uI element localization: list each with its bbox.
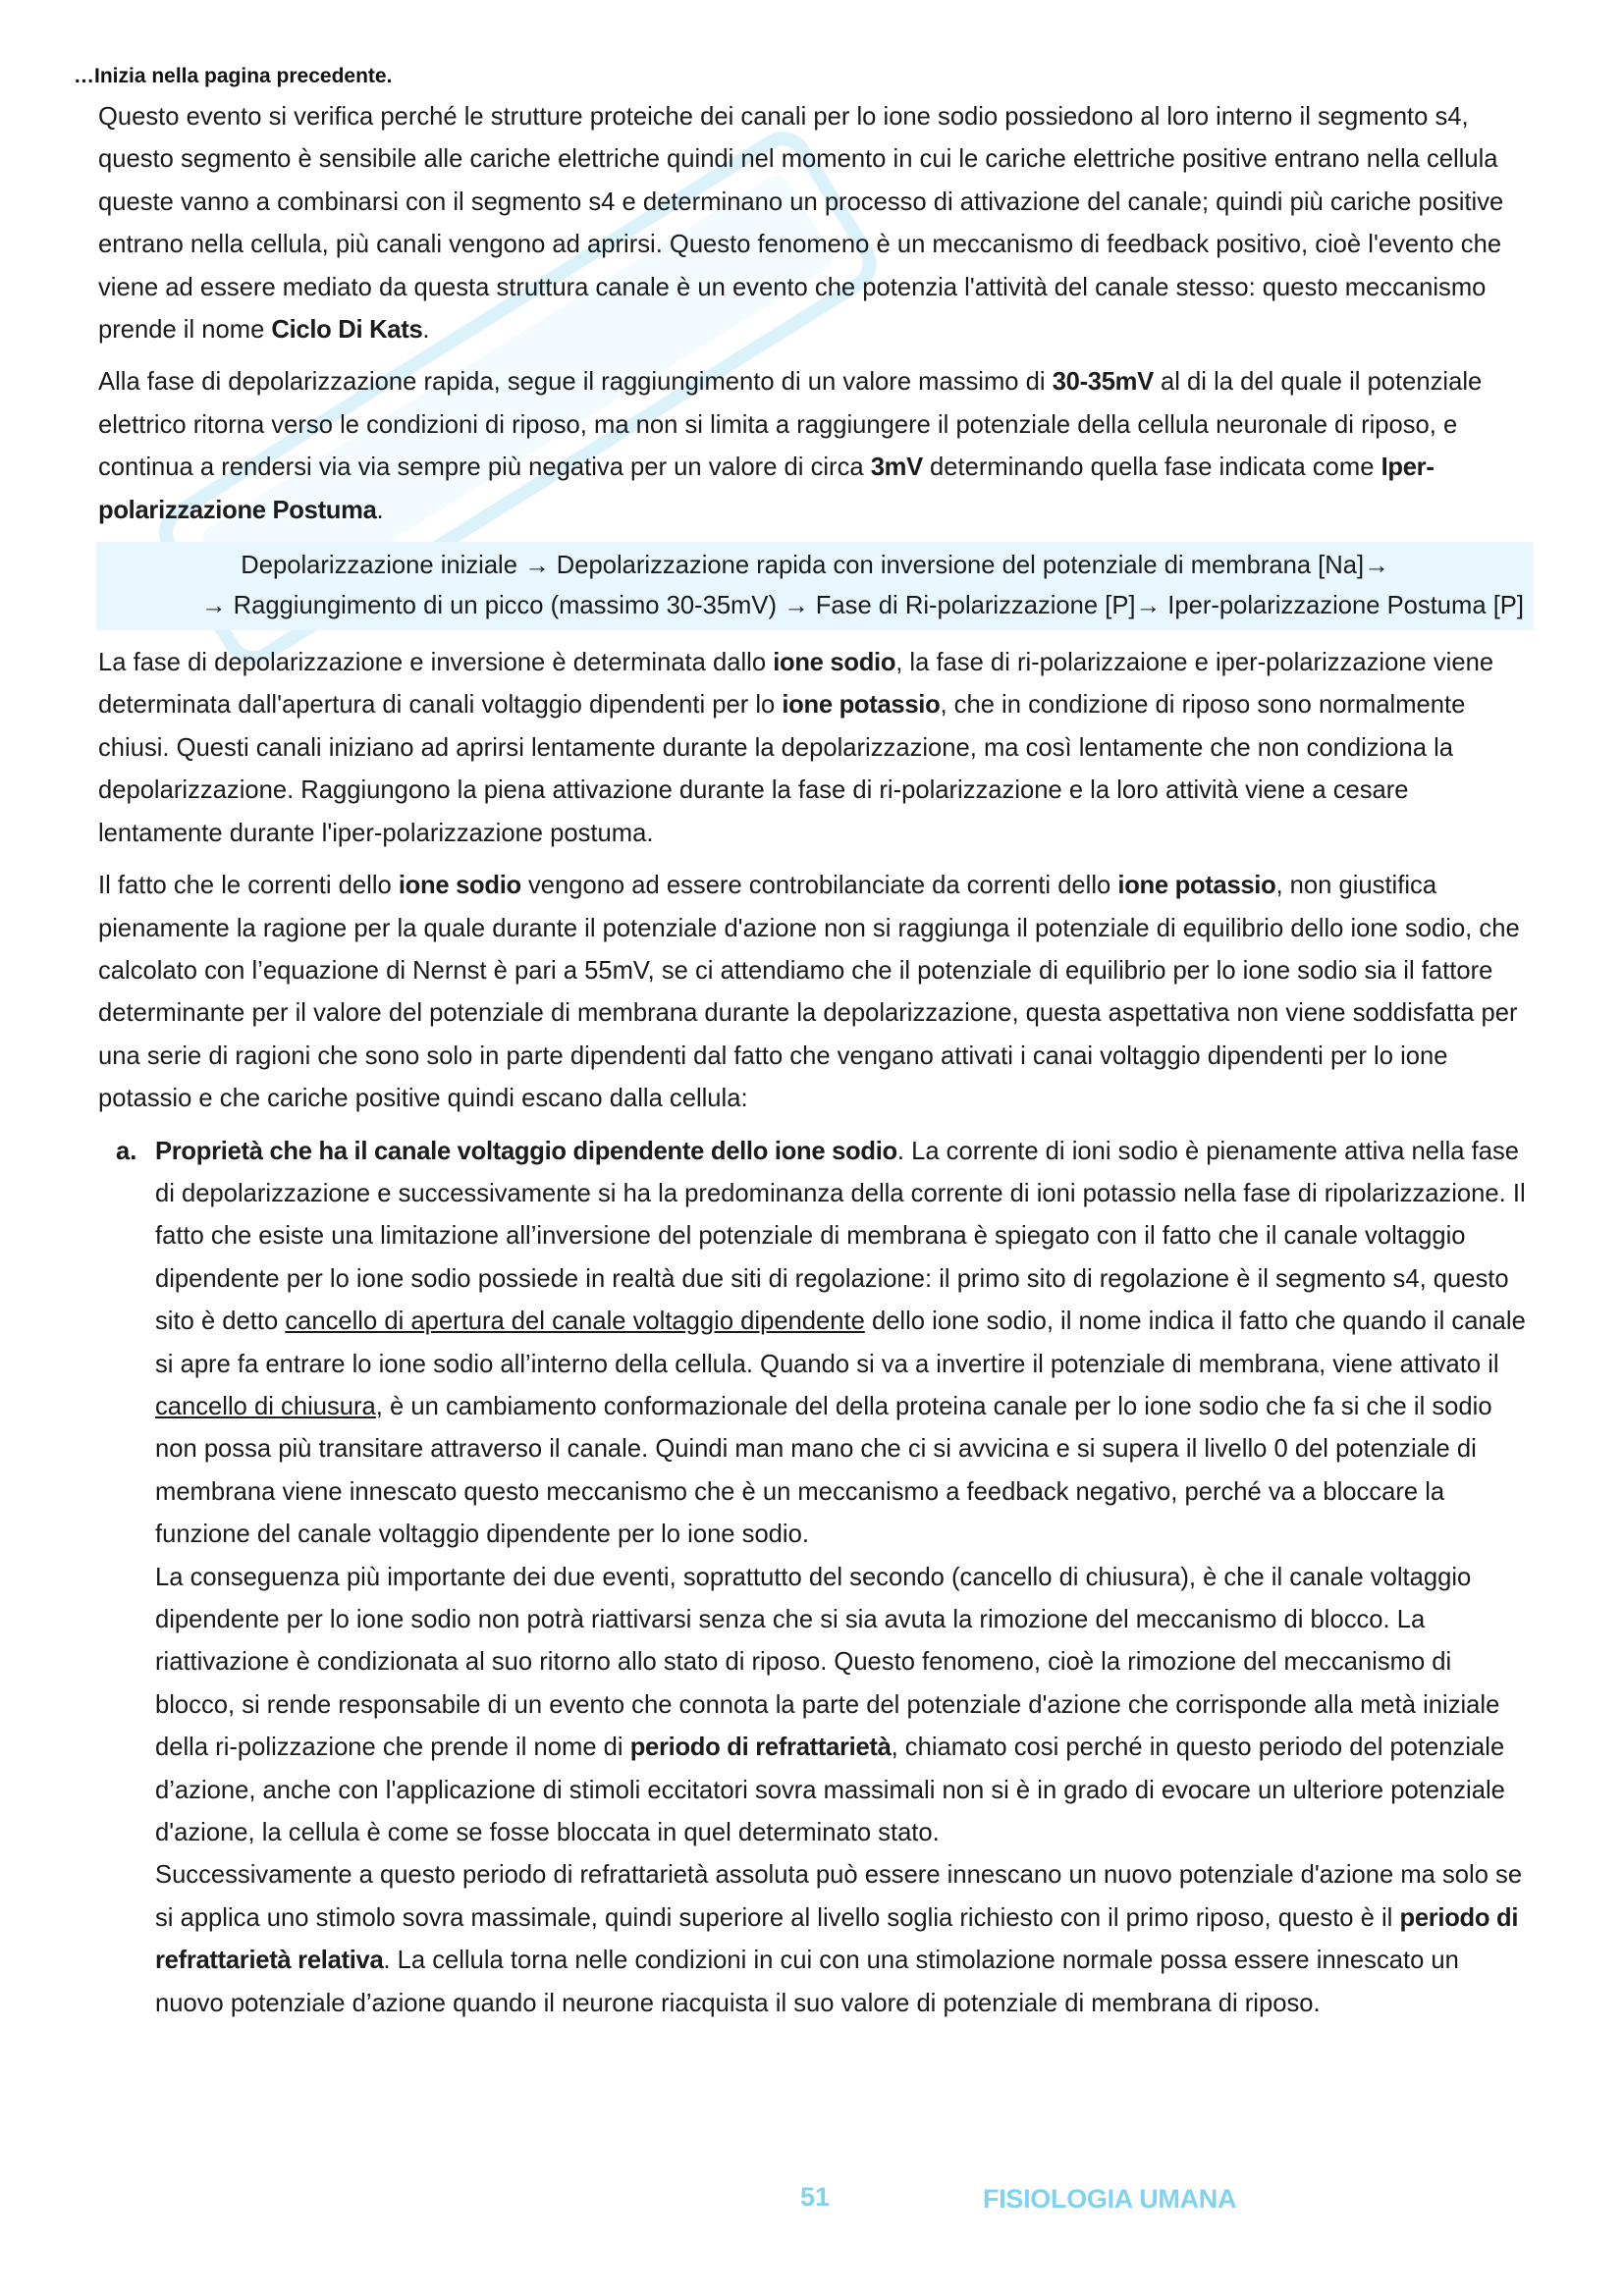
list-item: a. Proprietà che ha il canale voltaggio dipendente dello ione sodio. La corrente di ioni sodio è pienamente attiva nella fase di depolarizzazione e successivamente si ha la predominanza della corrente di ioni potassio nella fase di ripolarizzazione. Il fatto che esiste una limitazione all’inversione del potenziale di membrana è spiegato con il fatto che il canale voltaggio dipendente per lo ione sodio possiede in realtà due siti di regolazione: il primo sito di regolazione è il segmento s4, questo sito è detto cancello di apertura del canale voltaggio dipendente dello ione sodio, il nome indica il fatto che quando il canale si apre fa entrare lo ione sodio all’interno della cellula. Quando si va a invertire il potenziale di membrana, viene attivato il cancello di chiusura, è un cambiamento conformazionale del della proteina canale per lo ione sodio che fa si che il sodio non possa più transitare attraverso il canale. Quindi man mano che ci si avvicina e si supera il livello 0 del potenziale di membrana viene innescato questo meccanismo che è un meccanismo a feedback negativo, perché va a bloccare la funzione del canale voltaggio dipendente per lo ione sodio. La conseguenza più importante dei due eventi, soprattutto del secondo (cancello di chiusura), è che il canale voltaggio dipendente per lo ione sodio non potrà riattivarsi senza che si sia avuta la rimozione del meccanismo di blocco. La riattivazione è condizionata al suo ritorno allo stato di riposo. Questo fenomeno, cioè la rimozione del meccanismo di blocco, si rende responsabile di un evento che connota la parte del potenziale d'azione che corrisponde alla metà iniziale della ri-polizzazione che prende il nome di periodo di refrattarietà, chiamato cosi perché in questo periodo del potenziale d’azione, anche con l'applicazione di stimoli eccitatori sovra massimali non si è in grado di evocare un ulteriore potenziale d'azione, la cellula è come se fosse bloccata in quel determinato stato. Successivamente a questo periodo di refrattarietà assoluta può essere innescano un nuovo potenziale d'azione ma solo se si applica uno stimolo sovra massimale, quindi superiore al livello soglia richiesto con il primo riposo, questo è il periodo di refrattarietà relativa. La cellula torna nelle condizioni in cui con una stimolazione normale possa essere innescato un nuovo potenziale d’azione quando il neurone riacquista il suo valore di potenziale di membrana di riposo. bbox=[98, 1131, 1532, 2026]
paragraph-fasi-ioni: La fase di depolarizzazione e inversione è determinata dallo ione sodio, la fase di ri-polarizzaione e iper-polarizzazione viene determinata dall'apertura di canali voltaggio dipendenti per lo ione potassio, che in condizione di riposo sono normalmente chiusi. Questi canali iniziano ad aprirsi lentamente durante la depolarizzazione, ma così lentamente che non condiziona la depolarizzazione. Raggiungono la piena attivazione durante la fase di ri-polarizzazione e la loro attività viene a cesare lentamente durante l'iper-polarizzazione postuma. bbox=[98, 649, 1494, 847]
reasons-list bbox=[98, 1131, 1532, 2026]
keyword: ione potassio bbox=[1117, 872, 1276, 900]
underlined-term: cancello di apertura del canale voltaggio dipendente bbox=[285, 1308, 865, 1336]
paragraph-ciclo-di-kats: Questo evento si verifica perché le strutture proteiche dei canali per lo ione sodio possiedono al loro interno il segmento s4, questo segmento è sensibile alle cariche elettriche quindi nel momento in cui le cariche elettriche positive entrano nella cellula queste vanno a combinarsi con il segmento s4 e determinano un processo di attivazione del canale; quindi più cariche positive entrano nella cellula, più canali vengono ad aprirsi. Questo fenomeno è un meccanismo di feedback positivo, cioè l'evento che viene ad essere mediato da questa struttura canale è un evento che potenzia l'attività del canale stesso: questo meccanismo prende il nome Ciclo Di Kats. bbox=[98, 103, 1504, 345]
underlined-term: cancello di chiusura bbox=[155, 1392, 376, 1420]
paragraph-correnti: Il fatto che le correnti dello ione sodio vengono ad essere controbilanciate da correnti dello ione potassio, non giustifica pienamente la ragione per la quale durante il potenziale d'azione non si raggiunga il potenziale di equilibrio dello ione sodio, che calcolato con l’equazione di Nernst è pari a 55mV, se ci attendiamo che il potenziale di equilibrio per lo ione sodio sia il fattore determinante per il valore del potenziale di membrana durante la depolarizzazione, questa aspettativa non viene soddisfatta per una serie di ragioni che sono solo in parte dipendenti dal fatto che vengano attivati i canai voltaggio dipendenti per lo ione potassio e che cariche positive quindi escano dalla cellula: bbox=[98, 872, 1520, 1113]
keyword: ione potassio bbox=[782, 691, 941, 720]
footer-title: FISIOLOGIA UMANA bbox=[983, 2184, 1237, 2214]
summary-highlight-box bbox=[96, 542, 1534, 630]
summary-line-2: → Raggiungimento di un picco (massimo 30-35mV) → Fase di Ri-polarizzazione [P]→ Iper-polarizzazione Postuma [P] bbox=[200, 592, 1524, 620]
keyword: ione sodio bbox=[773, 649, 896, 677]
keyword: 3mV bbox=[870, 454, 923, 482]
keyword: ione sodio bbox=[398, 872, 521, 900]
summary-line-1: Depolarizzazione iniziale → Depolarizzazione rapida con inversione del potenziale di membrana [Na]→ bbox=[241, 552, 1389, 580]
page-number: 51 bbox=[800, 2182, 831, 2212]
keyword: Iper-polarizzazione Postuma bbox=[98, 454, 1435, 524]
continuation-note: …Inizia nella pagina precedente. bbox=[74, 65, 393, 87]
list-item-heading: Proprietà che ha il canale voltaggio dipendente dello ione sodio bbox=[155, 1137, 897, 1165]
list-marker: a. bbox=[116, 1137, 137, 1165]
keyword: periodo di refrattarietà relativa bbox=[155, 1903, 1519, 1975]
document-body bbox=[98, 96, 1532, 2025]
keyword: Ciclo Di Kats bbox=[271, 316, 423, 345]
keyword: periodo di refrattarietà bbox=[629, 1734, 892, 1762]
keyword: 30-35mV bbox=[1052, 368, 1154, 397]
paragraph-ripolarizzazione: Alla fase di depolarizzazione rapida, segue il raggiungimento di un valore massimo di 30-35mV al di la del quale il potenziale elettrico ritorna verso le condizioni di riposo, ma non si limita a raggiungere il potenziale della cellula neuronale di riposo, e continua a rendersi via via sempre più negativa per un valore di circa 3mV determinando quella fase indicata come Iper-polarizzazione Postuma. bbox=[98, 368, 1483, 524]
